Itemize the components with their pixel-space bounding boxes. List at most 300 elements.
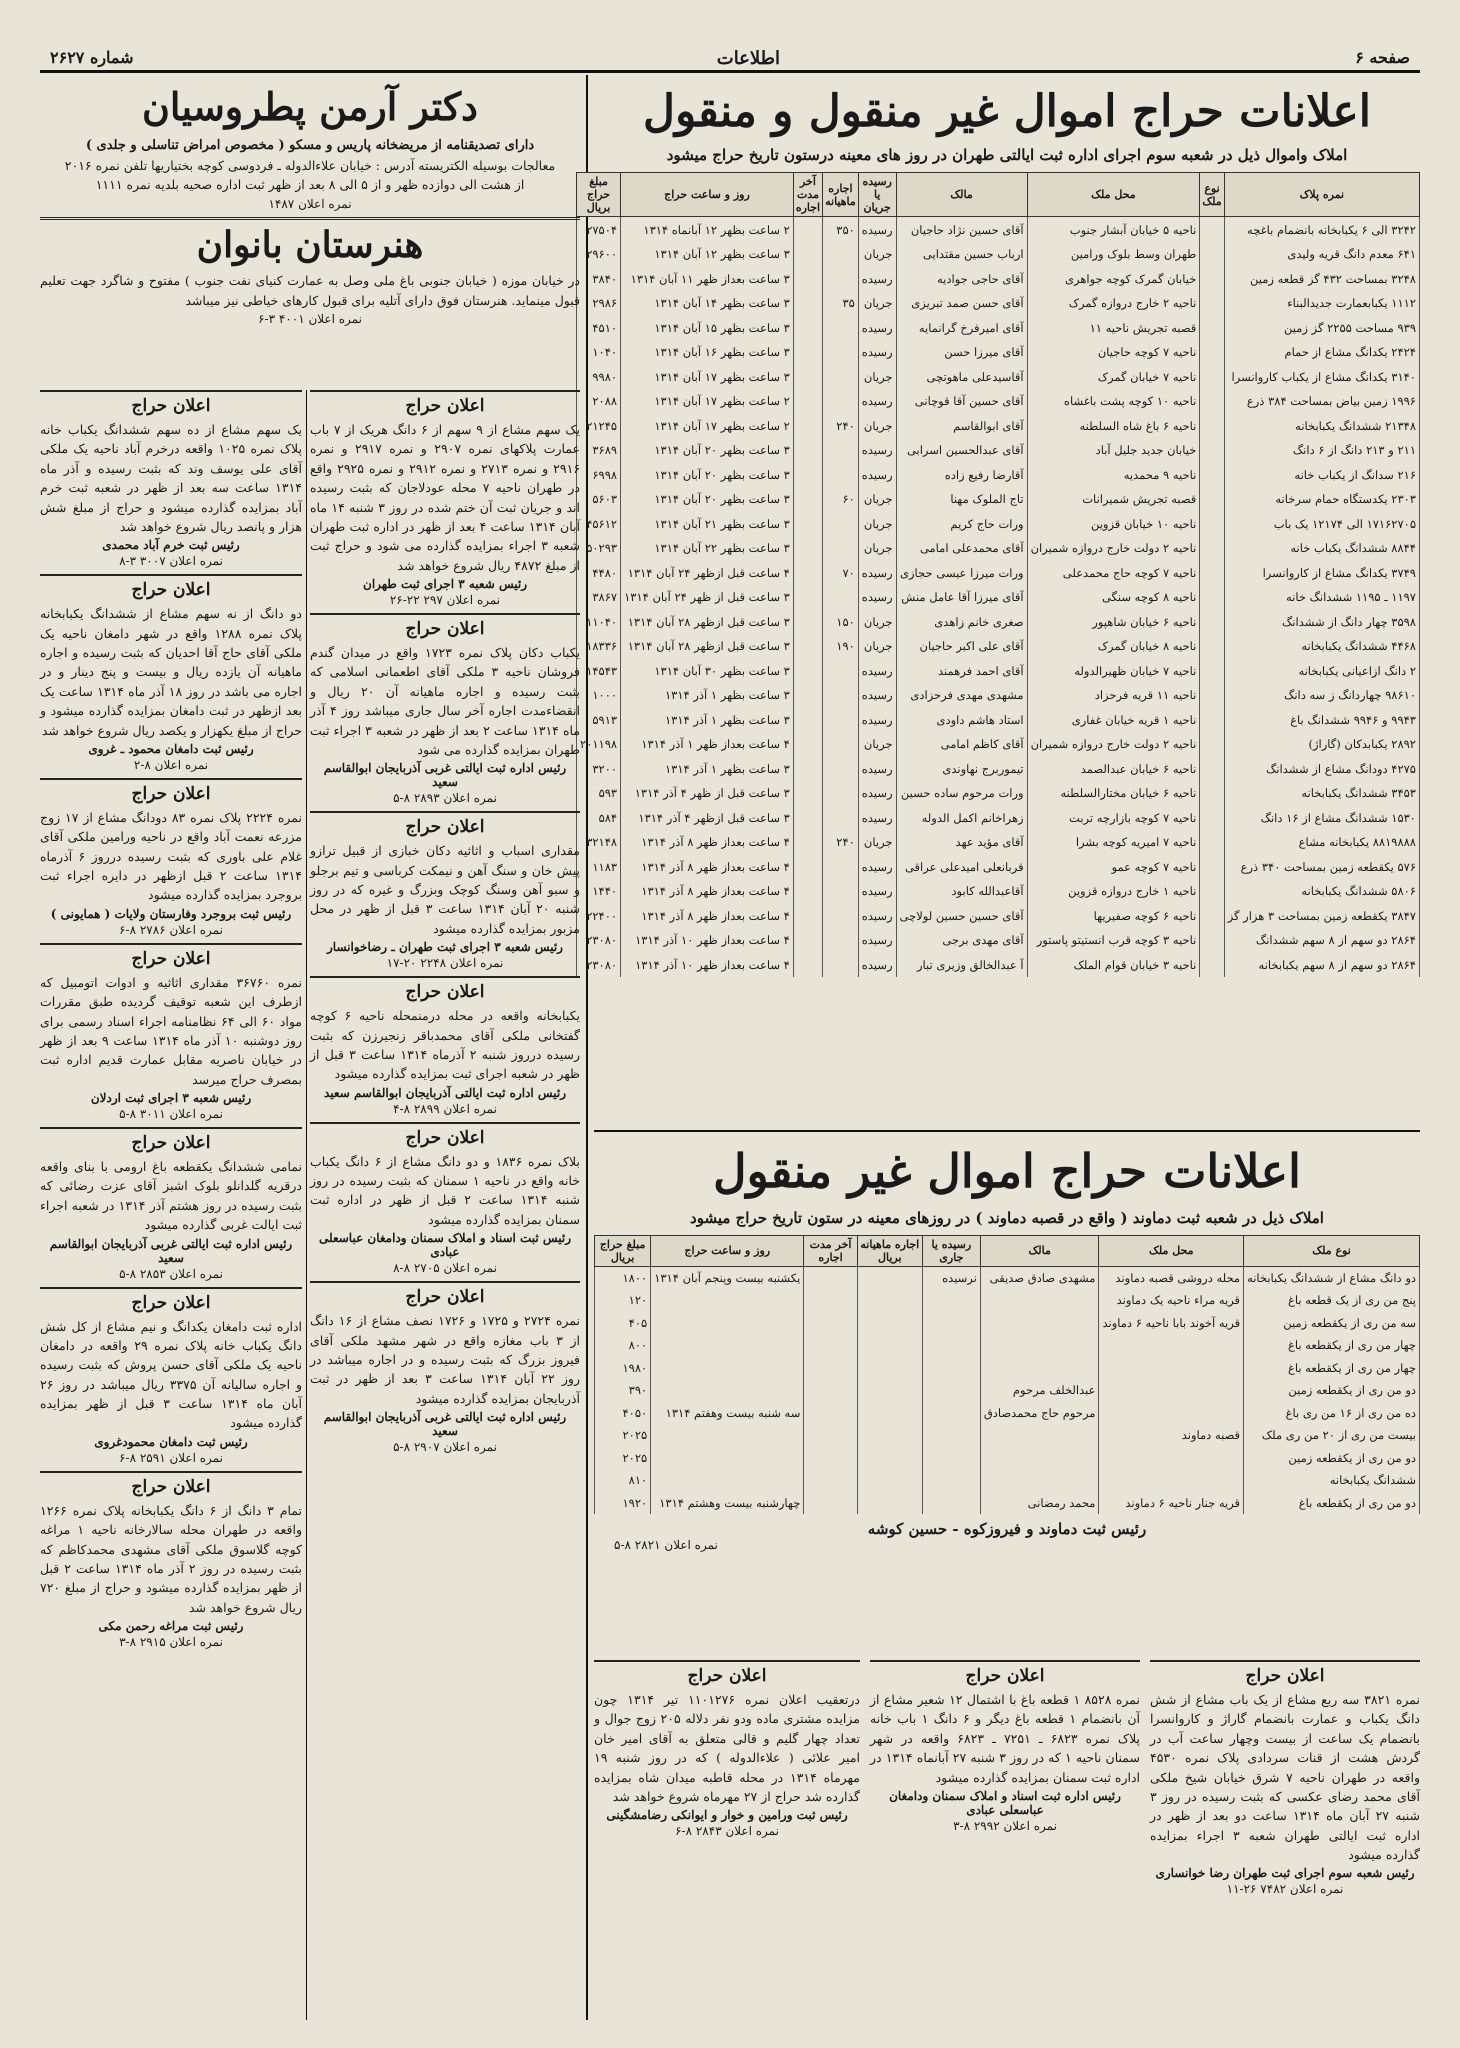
cell-price: ۸۰۰	[595, 1334, 651, 1357]
cell-empty	[1200, 732, 1224, 757]
cell-location: ناحیه ۶ خیابان شاهپور	[1027, 609, 1200, 634]
table-row	[577, 903, 1420, 928]
cell-price: ۴۰۵۰	[595, 1402, 651, 1425]
cell-empty	[793, 585, 822, 610]
cell-price: ۱۱۸۳	[577, 854, 621, 879]
ad-title: اعلان حراج	[965, 1666, 1045, 1686]
cell-owner: قربانعلی امیدعلی عراقی	[896, 854, 1027, 879]
cell-empty	[793, 511, 822, 536]
cell-empty	[793, 830, 822, 855]
cell-owner	[980, 1469, 1099, 1492]
cell-price: ۲۰۱۱۹۸	[577, 732, 621, 757]
cell-plate: ۲۴۲۴ یکدانگ مشاع از حمام	[1224, 340, 1419, 365]
cell-plate: ۲۸۶۴ دو سهم از ۸ سهم یکبابخانه	[1224, 952, 1419, 977]
ad-number: نمره اعلان ۲۹۷ ۲۲-۲۶	[389, 593, 501, 607]
cell-type: بیست من ری از ۲۰ من ری ملک	[1244, 1424, 1420, 1447]
table-row	[577, 854, 1420, 879]
cell-price: ۳۶۸۹	[577, 438, 621, 463]
main-auction-section	[580, 82, 1420, 1122]
cell-empty	[1200, 242, 1224, 267]
ad-box-3	[40, 574, 302, 772]
cell-status: نرسیده	[922, 1266, 980, 1289]
damavand-section	[594, 1130, 1420, 1650]
cell-time: ۳ ساعت بظهر ۲۰ آبان ۱۳۱۴	[621, 438, 794, 463]
cell-type: ششدانگ یکبابخانه	[1244, 1469, 1420, 1492]
ad-footer: رئیس ثبت دامغان محمود ـ غروی	[88, 741, 254, 756]
cell-price: ۹۹۸۰	[577, 364, 621, 389]
cell-status: رسیده	[858, 340, 896, 365]
cell-empty	[793, 805, 822, 830]
cell-price: ۲۳۰۸۰	[577, 952, 621, 977]
cell-empty	[793, 609, 822, 634]
cell-price: ۲۰۸۸	[577, 389, 621, 414]
damavand-col-header: رسیده یا جاری	[922, 1235, 980, 1266]
cell-empty	[793, 707, 822, 732]
cell-rent: ۳۵۰	[823, 217, 859, 242]
damavand-col-header: مالک	[980, 1235, 1099, 1266]
damavand-table	[594, 1235, 1420, 1515]
cell-owner: محمد رمضانی	[980, 1492, 1099, 1515]
cell-owner: تاج الملوک مهنا	[896, 487, 1027, 512]
cell-price: ۴۵۶۱۲	[577, 511, 621, 536]
cell-status: جریان	[858, 536, 896, 561]
table-row	[595, 1266, 1420, 1289]
cell-status	[922, 1379, 980, 1402]
cell-owner: آقای علی اکبر حاجیان	[896, 634, 1027, 659]
ad-body: اداره ثبت دامغان یکدانگ و نیم مشاع از کل شش دانگ یکباب خانه پلاک نمره ۲۹ واقعه در دامغان ناحیه یک ملکی آقای حسن پروش که بثبت رسیده و اجاره سالیانه آن ۳۳۷۵ ریال میباشد در روز ۲۶ آبان ماه ۱۳۱۴ ساعت ۳ قبل از ظهر بمزایده گذارده میشود	[40, 1318, 302, 1431]
table-row	[595, 1402, 1420, 1425]
ad-number: نمره اعلان ۷۴۸۲ ۲۶-۱۱	[1226, 1882, 1344, 1897]
cell-owner: آقای مهدی برجی	[896, 928, 1027, 953]
cell-status: رسیده	[858, 658, 896, 683]
table-row	[577, 830, 1420, 855]
ad-number: نمره اعلان ۸-۲	[133, 757, 209, 772]
cell-price: ۳۸۶۷	[577, 585, 621, 610]
cell-location: قریه مراء ناحیه یک دماوند	[1099, 1289, 1244, 1312]
ad-number: نمره اعلان ۲۵۹۱ ۸-۶	[119, 1450, 223, 1465]
ad-body: نمره ۸۵۲۸ ۱ قطعه باغ با اشتمال ۱۲ شعیر مشاع از آن بانضمام ۱ قطعه باغ دیگر و ۶ دانگ ۱ باب خانه پلاک نمره ۶۸۲۳ ـ ۷۲۵۱ ـ ۶۸۲۳ واقعه در شهر سمنان ناحیه ۱ که در روز ۳ شنبه ۲۷ آبانماه ۱۳۱۴ در اداره ثبت سمنان بمزایده گذارده میشود	[870, 1692, 1141, 1785]
cell-owner	[980, 1312, 1099, 1335]
cell-status	[922, 1312, 980, 1335]
cell-time: ۳ ساعت بظهر ۱ آذر ۱۳۱۴	[621, 707, 794, 732]
cell-owner: آقاسیدعلی ماهوتچی	[896, 364, 1027, 389]
cell-empty	[804, 1469, 857, 1492]
cell-plate: ۹۹۴۳ و ۹۹۴۶ ششدانگ باغ	[1224, 707, 1419, 732]
table-row	[595, 1357, 1420, 1380]
cell-rent: ۷۰	[823, 560, 859, 585]
cell-time: ۳ ساعت بظهر ۲۱ آبان ۱۳۱۴	[621, 511, 794, 536]
cell-empty	[1200, 903, 1224, 928]
cell-empty	[793, 756, 822, 781]
cell-price: ۲۹۸۶	[577, 291, 621, 316]
cell-location: خیابان گمرک کوچه جواهری	[1027, 266, 1200, 291]
cell-empty	[1200, 658, 1224, 683]
cell-empty	[804, 1334, 857, 1357]
cell-location: ناحیه ۲ خارج دروازه گمرک	[1027, 291, 1200, 316]
cell-location: ناحیه ۱ خارج دروازه قزوین	[1027, 879, 1200, 904]
cell-location	[1099, 1469, 1244, 1492]
left-outer-column	[40, 390, 302, 2020]
damavand-number: نمره اعلان ۲۸۲۱ ۸-۵	[614, 1538, 718, 1553]
cell-owner: آقای میرزا حسن	[896, 340, 1027, 365]
cell-plate: ۹۸۶۱۰ چهاردانگ ز سه دانگ	[1224, 683, 1419, 708]
cell-status	[922, 1357, 980, 1380]
newspaper-page	[40, 40, 1420, 2020]
cell-plate: ۳۲۴۲ الی ۶ یکبابخانه بانضمام باغچه	[1224, 217, 1419, 242]
cell-owner: آقای حسن صمد تبریزی	[896, 291, 1027, 316]
ad-title: اعلان حراج	[687, 1666, 767, 1686]
table-row	[577, 879, 1420, 904]
main-col-header: محل ملک	[1027, 173, 1200, 217]
cell-owner: آقای عبدالحسین اسرابی	[896, 438, 1027, 463]
cell-empty	[1200, 217, 1224, 242]
table-row	[595, 1447, 1420, 1470]
table-row	[577, 511, 1420, 536]
cell-rent	[823, 340, 859, 365]
cell-time: ۴ ساعت بعداز ظهر ۸ آذر ۱۳۱۴	[621, 830, 794, 855]
cell-type: ده من ری از ۱۶ من ری باغ	[1244, 1402, 1420, 1425]
ad-footer: رئیس ثبت خرم آباد محمدی	[102, 538, 240, 553]
cell-time: ۳ ساعت بظهر ۱۲ آبان ۱۳۱۴	[621, 242, 794, 267]
main-col-header: نوع ملک	[1200, 173, 1224, 217]
cell-location: ناحیه ۷ خیابان گمرک	[1027, 364, 1200, 389]
cell-empty	[857, 1357, 922, 1380]
ad-body: یک سهم مشاع از ۹ سهم از ۶ دانگ هریک از ۷ باب عمارت پلاکهای نمره ۲۹۰۷ و نمره ۲۹۱۷ و نمره ۲۹۱۶ و نمره ۲۷۱۳ و نمره ۲۹۱۲ و نمره ۲۹۲۵ واقع در طهران ناحیه ۷ محله عودلاجان که بثبت رسیده اند و جریان ثبت آن ختم شده در روز ۳ شنبه ۱۴ ماه آبان ۱۳۱۴ ساعت ۴ بعد از ظهر در اداره ثبت طهران شعبه ۳ اجراء بمزایده گذارده می شود و حراج ثبت از مبلغ ۴۸۷۲ ریال شروع خواهد شد	[310, 422, 581, 573]
cell-status: رسیده	[858, 952, 896, 977]
cell-empty	[1200, 487, 1224, 512]
cell-empty	[1200, 364, 1224, 389]
ad-footer: رئیس شعبه ۳ اجرای ثبت اردلان	[90, 1091, 252, 1105]
ad-number: نمره اعلان ۲۸۹۹ ۸-۴	[393, 1101, 497, 1116]
cell-price: ۳۹۰	[595, 1379, 651, 1402]
cell-location: ناحیه ۸ کوچه سنگی	[1027, 585, 1200, 610]
cell-empty	[1200, 340, 1224, 365]
cell-price: ۴۴۸۰	[577, 560, 621, 585]
table-row	[577, 364, 1420, 389]
ad-title: اعلان حراج	[131, 1292, 211, 1313]
cell-price: ۳۸۴۰	[577, 266, 621, 291]
cell-empty	[793, 487, 822, 512]
cell-location: محله دروشی قصبه دماوند	[1099, 1266, 1244, 1289]
cell-type: سه من ری از یکقطعه زمین	[1244, 1312, 1420, 1335]
cell-plate: ۳۴۵۳ ششدانگ یکبابخانه	[1224, 781, 1419, 806]
cell-type: چهار من ری از یکقطعه باغ	[1244, 1357, 1420, 1380]
cell-location: ناحیه ۷ کوچه بازارچه تربت	[1027, 805, 1200, 830]
cell-price: ۵۶۰۳	[577, 487, 621, 512]
cell-empty	[1200, 585, 1224, 610]
cell-rent: ۶۰	[823, 487, 859, 512]
cell-type: دو من ری از یکقطعه زمین	[1244, 1379, 1420, 1402]
ad-body: نمره ۳۸۲۱ سه ربع مشاع از یک باب مشاع از شش دانگ یکباب و عمارت بانضمام گاراژ و کاروانسرا بانضمام یک ساعت از بیست وچهار ساعت آب در گردش هشت از قنات سردادی پلاک نمره ۴۵۳۰ واقعه در طهران ناحیه ۷ شرق خیابان شیخ ملکی آقای محمد رضای عکسی که بثبت رسیده در روز ۳ شنبه ۲۷ آبان ماه ۱۳۱۴ ساعت دو بعد از ظهر در اداره ثبت ایالتی طهران شعبه ۳ اجراء بمزایده گذارده میشود	[1150, 1692, 1421, 1862]
ad-box-8	[310, 976, 580, 1116]
cell-status: رسیده	[858, 217, 896, 242]
table-row	[577, 536, 1420, 561]
damavand-col-header: آخر مدت اجاره	[804, 1235, 857, 1266]
ad-body: نمره ۲۷۲۴ و ۱۷۲۵ و ۱۷۲۶ نصف مشاع از ۱۶ دانگ از ۳ باب مغازه واقع در شهر مشهد ملکی آقای فیروز بزرگ که بثبت رسیده و در اجاره میباشد در روز ۲۲ آبان ۱۳۱۴ ساعت ۳ بعد از ظهر در ثبت آذربایجان بمزایده گذارده میشود	[310, 1313, 581, 1406]
damavand-title: اعلانات حراج اموال غیر منقول	[713, 1144, 1301, 1198]
cell-empty	[857, 1492, 922, 1515]
cell-status	[922, 1334, 980, 1357]
cell-empty	[793, 560, 822, 585]
cell-empty	[793, 364, 822, 389]
main-col-header: روز و ساعت حراج	[621, 173, 794, 217]
cell-time	[651, 1469, 804, 1492]
cell-time	[651, 1312, 804, 1335]
cell-empty	[804, 1289, 857, 1312]
cell-empty	[804, 1492, 857, 1515]
cell-owner	[980, 1424, 1099, 1447]
cell-status	[922, 1492, 980, 1515]
table-row	[595, 1492, 1420, 1515]
cell-plate: ۲۱۳۴۸ ششدانگ یکبابخانه	[1224, 413, 1419, 438]
table-row	[577, 732, 1420, 757]
cell-time: ۳ ساعت بظهر ۱ آذر ۱۳۱۴	[621, 756, 794, 781]
cell-status: رسیده	[858, 879, 896, 904]
cell-plate: ۶۴۱ معدم دانگ قریه ولیدی	[1224, 242, 1419, 267]
damavand-col-header: روز و ساعت حراج	[651, 1235, 804, 1266]
cell-owner: آقاعبدالله کابود	[896, 879, 1027, 904]
cell-rent	[823, 903, 859, 928]
cell-owner: مرحوم حاج محمدصادق	[980, 1402, 1099, 1425]
cell-price: ۱۰۴۰	[577, 340, 621, 365]
ad-number: نمره اعلان ۲۹۹۲ ۸-۳	[953, 1818, 1057, 1833]
cell-owner: آقای مؤید عهد	[896, 830, 1027, 855]
cell-owner: آقای امیرفرخ گرانمایه	[896, 315, 1027, 340]
table-row	[577, 805, 1420, 830]
cell-type: دو من ری از یکقطعه باغ	[1244, 1492, 1420, 1515]
cell-status: جریان	[858, 242, 896, 267]
doctor-line2: معالجات بوسیله الکتریسته آدرس : خیابان علاءالدوله ـ فردوسی کوچه بختیاریها تلفن نمره ۲۰۱۶	[64, 157, 556, 173]
cell-rent: ۱۹۰	[823, 634, 859, 659]
cell-location: خیابان جدید جلیل آباد	[1027, 438, 1200, 463]
cell-rent: ۳۵	[823, 291, 859, 316]
cell-owner: آقای ابوالقاسم	[896, 413, 1027, 438]
ad-box-10	[310, 1122, 580, 1276]
cell-empty	[1200, 413, 1224, 438]
cell-empty	[1200, 756, 1224, 781]
cell-empty	[793, 658, 822, 683]
ad-box-16	[1150, 1660, 1420, 2022]
cell-empty	[1200, 291, 1224, 316]
cell-price: ۴۰۵	[595, 1312, 651, 1335]
cell-location: ناحیه ۱۰ خیابان قزوین	[1027, 511, 1200, 536]
cell-price: ۱۴۴۰	[577, 879, 621, 904]
ad-box-14	[594, 1660, 860, 2022]
ad-body: نمره ۳۶۷۶۰ مقداری اثاثیه و ادوات اتومبیل که ازطرف این شعبه توقیف گردیده طبق مقررات مواد ۶۰ الی ۶۴ نظامنامه اجراء اسناد رسمی برای روز دوشنبه ۱۰ آذر ماه ۱۳۱۴ ساعت ۹ بعد از ظهر در خیابان ناصریه مقابل عمارت قدیم اداره ثبت بمصرف حراج میرسد	[40, 974, 302, 1087]
damavand-col-header: محل ملک	[1099, 1235, 1244, 1266]
cell-time: یکشنبه بیست وپنجم آبان ۱۳۱۴	[651, 1266, 804, 1289]
cell-rent	[823, 952, 859, 977]
cell-time: ۳ ساعت بظهر ۲۲ آبان ۱۳۱۴	[621, 536, 794, 561]
cell-price: ۱۱۰۴۰	[577, 609, 621, 634]
ad-number: نمره اعلان ۲۷۰۵ ۸-۸	[393, 1261, 497, 1276]
cell-owner: ارباب حسین مقتدایی	[896, 242, 1027, 267]
ad-footer: رئیس اداره ثبت ایالتی غربی آذربایجان ابوالقاسم سعید	[49, 1236, 293, 1265]
cell-empty	[1200, 389, 1224, 414]
cell-empty	[857, 1312, 922, 1335]
doctor-line1: دارای تصدیقنامه از مریضخانه پاریس و مسکو ( مخصوص امراض تناسلی و جلدی )	[85, 137, 535, 153]
ad-title: اعلان حراج	[405, 619, 485, 639]
left-subcolumn-divider	[306, 390, 307, 2020]
cell-status	[922, 1447, 980, 1470]
cell-empty	[1200, 928, 1224, 953]
ad-footer: رئیس اداره ثبت اسناد و املاک سمنان ودامغان عباسعلی عبادی	[889, 1788, 1121, 1817]
cell-time	[651, 1357, 804, 1380]
cell-plate: ۱۷۱۶۲۷۰۵ الی ۱۲۱۷۴ یک باب	[1224, 511, 1419, 536]
cell-empty	[793, 315, 822, 340]
ad-body: درتعقیب اعلان نمره ۱۱۰۱۲۷۶ تیر ۱۳۱۴ چون مزایده مشتری ماده ودو نفر دلاله ۲۰۵ زوج جوال و تعداد چهار گلیم و قالی متعلق به آقای امیر خان امیر علائی ( علاءالدوله ) که در روز شنبه ۱۹ مهرماه ۱۳۱۴ در محله قاطبه میدان شاه بمزایده گذارده شد حراج از ۲۷ مهرماه شروع خواهد شد	[594, 1692, 860, 1804]
table-row	[577, 634, 1420, 659]
left-inner-column	[310, 390, 580, 2020]
table-row	[577, 658, 1420, 683]
cell-rent	[823, 536, 859, 561]
cell-location: قصبه تجریش شمیرانات	[1027, 487, 1200, 512]
ad-number: نمره اعلان ۲۹۱۵ ۸-۳	[119, 1635, 223, 1649]
ad-number: نمره اعلان ۲۲۴۸ ۲۰-۱۷	[386, 956, 504, 971]
cell-owner: تیموربرج نهاوندی	[896, 756, 1027, 781]
cell-location: ناحیه ۶ کوچه صفیریها	[1027, 903, 1200, 928]
cell-location: قصبه تجریش ناحیه ۱۱	[1027, 315, 1200, 340]
cell-empty	[857, 1469, 922, 1492]
cell-empty	[793, 291, 822, 316]
cell-owner	[980, 1357, 1099, 1380]
cell-location: ناحیه ۷ امیریه کوچه بشرا	[1027, 830, 1200, 855]
cell-status: رسیده	[858, 854, 896, 879]
cell-time	[651, 1424, 804, 1447]
cell-owner: عبدالخلف مرحوم	[980, 1379, 1099, 1402]
cell-location	[1099, 1402, 1244, 1425]
cell-status: رسیده	[858, 438, 896, 463]
cell-price: ۴۵۱۰	[577, 315, 621, 340]
cell-owner: آقای محمدعلی امامی	[896, 536, 1027, 561]
cell-time: ۳ ساعت قبل ازظهر ۲۸ آبان ۱۳۱۴	[621, 634, 794, 659]
cell-status: جریان	[858, 609, 896, 634]
cell-location: ناحیه ۶ باغ شاه السلطنه	[1027, 413, 1200, 438]
cell-rent	[823, 364, 859, 389]
cell-plate: ۲۸۶۴ دو سهم از ۸ سهم ششدانگ	[1224, 928, 1419, 953]
cell-empty	[793, 854, 822, 879]
cell-location: طهران وسط بلوک ورامین	[1027, 242, 1200, 267]
cell-empty	[1200, 634, 1224, 659]
doctor-number: نمره اعلان ۱۴۸۷	[268, 196, 352, 211]
ad-title: اعلان حراج	[405, 1127, 485, 1148]
school-number: نمره اعلان ۴۰۰۱ ۳-۶	[258, 312, 362, 327]
cell-type: دو دانگ مشاع از ششدانگ یکبابخانه	[1244, 1266, 1420, 1289]
cell-price: ۳۲۰۰	[577, 756, 621, 781]
cell-rent: ۲۴۰	[823, 830, 859, 855]
cell-rent	[823, 732, 859, 757]
cell-empty	[857, 1379, 922, 1402]
cell-status: رسیده	[858, 683, 896, 708]
cell-time: ۳ ساعت بظهر ۲۰ آبان ۱۳۱۴	[621, 487, 794, 512]
cell-status: جریان	[858, 634, 896, 659]
table-row	[577, 585, 1420, 610]
ad-title: اعلان حراج	[131, 1476, 211, 1497]
cell-time	[651, 1289, 804, 1312]
ad-footer: رئیس ثبت بروجرد وفارستان ولایات ( همایونی )	[50, 906, 292, 921]
ad-footer: رئیس اداره ثبت ایالتی غربی آذربایجان ابوالقاسم سعید	[323, 761, 567, 790]
school-title: هنرستان بانوان	[196, 223, 424, 266]
cell-owner: زهراخانم اکمل الدوله	[896, 805, 1027, 830]
cell-price: ۱۹۲۰	[595, 1492, 651, 1515]
cell-status: رسیده	[858, 462, 896, 487]
ad-title: اعلان حراج	[131, 396, 211, 416]
cell-empty	[793, 389, 822, 414]
cell-owner: ورات مرحوم ساده حسین	[896, 781, 1027, 806]
ad-number: نمره اعلان ۳۰۱۱ ۸-۵	[119, 1107, 223, 1121]
cell-plate: ۳۸۴۷ یکقطعه زمین بمساحت ۳ هزار گز	[1224, 903, 1419, 928]
cell-price: ۱۰۰۰	[577, 683, 621, 708]
cell-plate: ۲۱۱ و ۲۱۳ دانگ از ۶ دانگ	[1224, 438, 1419, 463]
table-row	[577, 560, 1420, 585]
cell-price: ۱۴۵۴۳	[577, 658, 621, 683]
cell-plate: ۱۱۹۷ ـ ۱۱۹۵ ششدانگ خانه	[1224, 585, 1419, 610]
cell-plate: ۳۵۹۸ چهار دانگ از ششدانگ	[1224, 609, 1419, 634]
cell-empty	[1200, 879, 1224, 904]
ad-title: اعلان حراج	[131, 580, 211, 601]
cell-location: قریه جنار ناحیه ۶ دماوند	[1099, 1492, 1244, 1515]
cell-status	[922, 1402, 980, 1425]
cell-owner: مشهدی صادق صدیقی	[980, 1266, 1099, 1289]
ad-body: یکبابخانه واقعه در محله درمنمحله ناحیه ۶ کوچه گفتخانی ملکی آقای محمدباقر زنجیرزن که بثبت رسیده درروز شنبه ۲ آذرماه ۱۳۱۴ ساعت ۳ قبل از ظهر در شعبه اجرای ثبت بمزایده گذارده میشود	[310, 1008, 581, 1082]
cell-rent	[823, 805, 859, 830]
cell-owner	[980, 1447, 1099, 1470]
ad-footer: رئیس ثبت مراغه رحمن مکی	[98, 1619, 244, 1633]
main-auction-table	[576, 172, 1420, 977]
table-row	[577, 487, 1420, 512]
cell-status: رسیده	[858, 707, 896, 732]
cell-price: ۱۲۰	[595, 1289, 651, 1312]
cell-empty	[857, 1424, 922, 1447]
ad-footer: رئیس ثبت ورامین و خوار و ایوانکی رضامشگینی	[606, 1808, 848, 1823]
main-col-header: اجاره ماهیانه	[823, 173, 859, 217]
cell-status	[922, 1469, 980, 1492]
cell-empty	[793, 781, 822, 806]
cell-owner: آقای حسین حسین لولاچی	[896, 903, 1027, 928]
cell-empty	[857, 1402, 922, 1425]
ad-box-6	[310, 811, 580, 970]
cell-location: ناحیه ۶ خیابان مختارالسلطنه	[1027, 781, 1200, 806]
cell-owner: استاد هاشم داودی	[896, 707, 1027, 732]
main-section-subtitle: املاک واموال ذیل در شعبه سوم اجرای اداره ثبت ایالتی طهران در روز های معینه درستون تاریخ حراج میشود	[666, 146, 1348, 165]
cell-location: ناحیه ۷ کوچه حاج محمدعلی	[1027, 560, 1200, 585]
cell-location: ناحیه ۳ کوچه قرب انستیتو پاستور	[1027, 928, 1200, 953]
cell-empty	[1200, 462, 1224, 487]
main-col-header: آخر مدت اجاره	[793, 173, 822, 217]
cell-owner: آقارضا رفیع زاده	[896, 462, 1027, 487]
ad-number: نمره اعلان ۲۹۰۷ ۸-۵	[393, 1440, 497, 1454]
cell-time: ۳ ساعت بظهر ۱۶ آبان ۱۳۱۴	[621, 340, 794, 365]
cell-empty	[793, 903, 822, 928]
cell-time: ۳ ساعت بظهر ۱۴ آبان ۱۳۱۴	[621, 291, 794, 316]
cell-time: ۳ ساعت بظهر ۱۵ آبان ۱۳۱۴	[621, 315, 794, 340]
ad-body: نمره ۲۲۲۴ پلاک نمره ۸۳ دودانگ مشاع از ۱۷ زوج مزرعه نعمت آباد واقع در ناحیه ورامین ملکی آقای غلام علی باوری که بثبت رسیده درروز ۶ آذرماه ۱۳۱۴ ساعت ۲ قبل ازظهر در دایره اجراء ثبت بروجرد بمزایده گذارده میشود	[40, 809, 302, 903]
cell-time: ۲ ساعت بظهر ۱۷ آبان ۱۳۱۴	[621, 413, 794, 438]
cell-status: رسیده	[858, 560, 896, 585]
cell-price: ۲۲۴۰۰	[577, 903, 621, 928]
cell-status: جریان	[858, 413, 896, 438]
table-row	[577, 928, 1420, 953]
cell-price: ۱۹۸۰	[595, 1357, 651, 1380]
cell-owner: آقای حاجی جوادیه	[896, 266, 1027, 291]
cell-location: ناحیه ۱۱ قریه فرحزاد	[1027, 683, 1200, 708]
cell-empty	[793, 340, 822, 365]
cell-empty	[1200, 781, 1224, 806]
table-row	[595, 1424, 1420, 1447]
table-row	[577, 683, 1420, 708]
cell-plate: ۱۵۳۰ ششدانگ مشاع از ۱۶ دانگ	[1224, 805, 1419, 830]
cell-empty	[1200, 536, 1224, 561]
